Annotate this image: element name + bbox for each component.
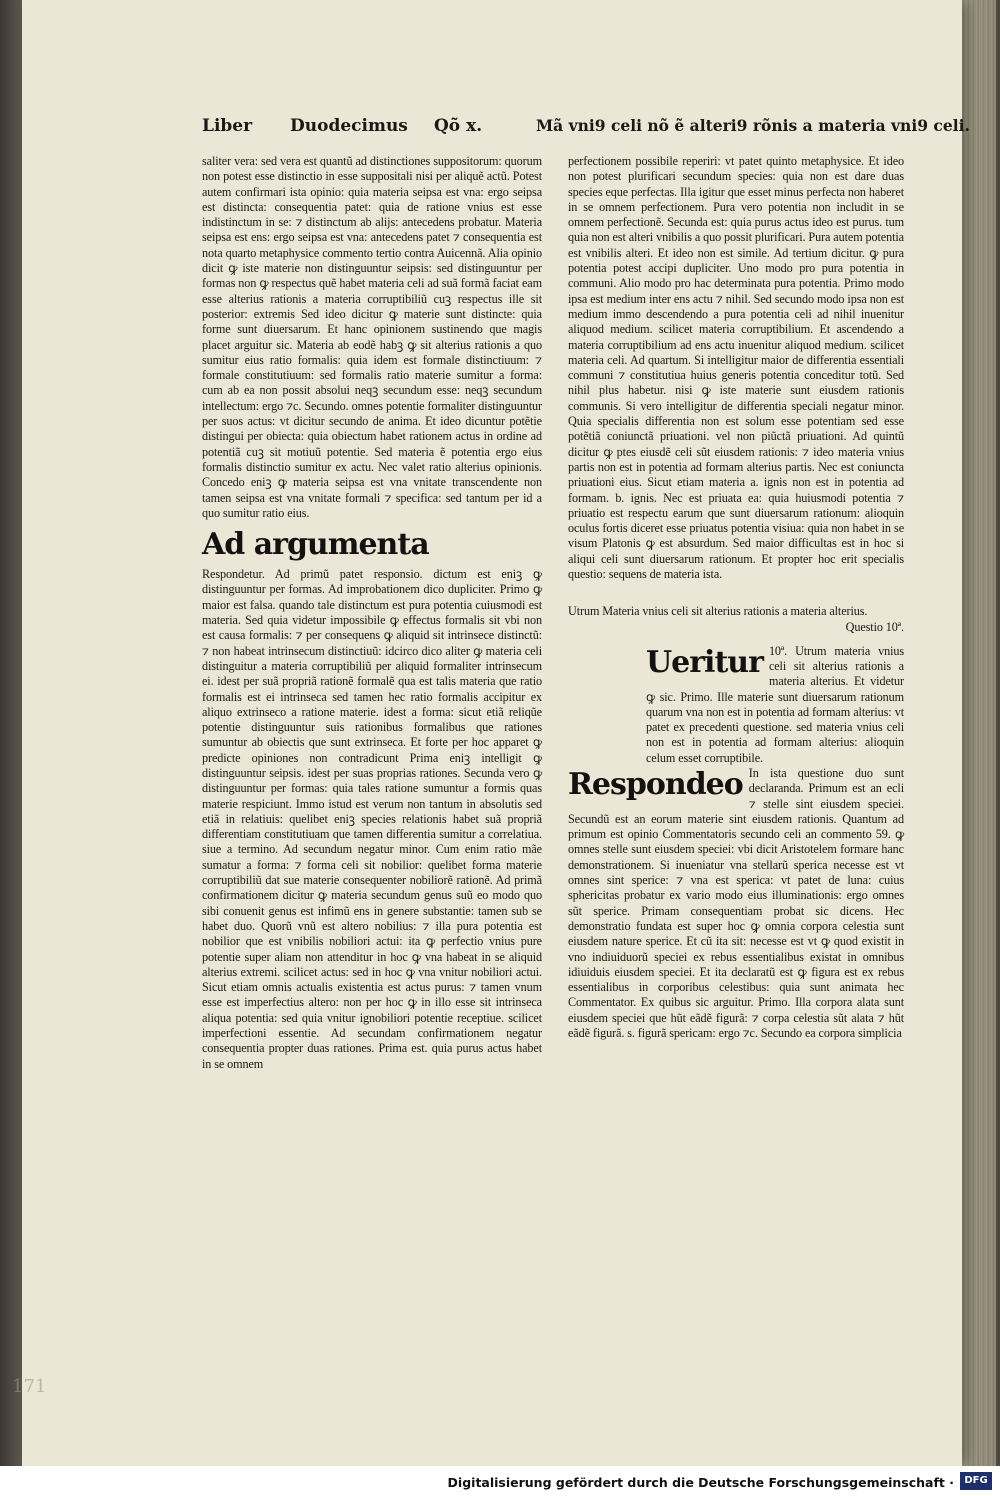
header-quaestio: Qõ x. [434,116,483,136]
right-column [568,154,904,1041]
question-heading [568,604,904,634]
page-edges [960,0,996,1466]
question-number: Questio 10ª. [845,619,904,634]
right-paragraph-1: perfectionem possibile reperiri: vt patet quinto metaphysice. Et ideo non potest plurificari secundum species: quia non est dare duas species eque perfectas. Illa igitur que esset minus perfecta non haberet in se omnem perfectionem. Pura vero potentia non includit in se omnem perfectionẽ. Secunda est: quia purus actus ideo est purus. tum quia non est alteri vnibilis a quo possit plurificari. Pura autem potentia est vnibilis alteri. Et ideo non est simile. Ad tertium dicitur. ꝙ pura potentia potest accipi dupliciter. Uno modo pro pura potentia in communi. Alio modo pro hac determinata pura potentia. Primo modo ipsa est medium inter ens actu ⁊ nihil. Sed secundo modo ipsa non est medium immo descendendo a pura potentia celi ad nihil inuenitur aliquod medium. scilicet materia corruptibilium. Et ascendendo a materia corruptibilium ad ens actu inuenitur aliquod medium. scilicet materia celi. Ad quartum. Si intelligitur maior de differentia essentiali communi ⁊ constitutiua huius generis potentia conceditur totũ. Sed nihil plus habetur. nisi ꝙ iste materie sunt eiusdem rationis communis. Si vero intelligitur de differentia speciali negatur minor. Quia specialis differentia non est solum esse potentiam sed esse potẽtiã coniunctã priuationi. vel non piũctã priuationi. Ad quintũ dicitur ꝙ ptes eiusdẽ celi sũt eiusdem rationis: ⁊ ideo materia vnius partis non est in potentia ad formam alterius partis. Nec est coniuncta priuationi eius. Sicut etiam materia a. ignis non est in potentia ad formam. b. ignis. Nec est priuata ea: quia huiusmodi potentia ⁊ priuatio est respectu earum que sunt diuersarum rationum: alioquin oculus fortis diceret esse priuatus potentia visiua: quia non habet in se visum Platonis ꝙ est absurdum. Sed maior difficultas est in hoc si aliqui celi sunt diuersarum rationum. Et propter hoc erit specialis questio: sequens de materia ista. [568,154,904,582]
right-paragraph-3: In ista questione duo sunt declaranda. Primum est an ecli ⁊ stelle sint eiusdem speciei. Secundũ est an eorum materie sint eiusdem rationis. Quantum ad primum est opinio Commentatoris secundo celi an commento 59. ꝙ omnes stelle sunt eiusdem speciei: vbi dicit Aristotelem formare hanc demonstrationem. Si inueniatur vna stellarũ sperica necesse est vt omnes sint sperice: ⁊ vna est sperica: vt patet de luna: cuius sphericitas probatur ex vario modo eius illuminationis: ergo omnes sũt sperice. Primam consequentiam probat sic dicens. Hec demonstratio fundata est super hoc ꝙ omnia corpora celestia sunt eiusdem nature sperice. Et cũ ita sit: necesse est vt ꝙ quod existit in vno indiuiduorũ speciei ex rebus essentialibus existat in omnibus idiuiduis eiusdem speciei. Et ita declaratũ est ꝙ figura est ex rebus essentialibus in corporibus celestibus: quia sunt animata hec Commentator. Ex quibus sic arguitur. Primo. Illa corpora alata sunt eiusdem speciei que hũt eãdẽ figurã: ⁊ corpa celestia sũt alata ⁊ hũt eãdẽ figurã. s. figurã spericam: ergo ⁊c. Secundo ea corpora simplicia [568,765,904,1041]
initial-ad-argumenta: Ad argumenta [202,527,429,563]
funding-text: Digitalisierung gefördert durch die Deutsche Forschungsgemeinschaft · [447,1475,954,1490]
left-paragraph-2: Respondetur. Ad primũ patet responsio. dictum est eniꝫ ꝙ distinguuntur per formas. Ad improbationem dico dupliciter. Primo ꝙ maior est falsa. quando tale distinctum est pura potentia cuiusmodi est materia. Sed quia videtur impossibile ꝙ effectus formalis sit vbi non est causa formalis: ⁊ per consequens ꝙ aliquid sit intrinsece distinctũ: ⁊ non habeat intrinsecum distinctiuũ: idcirco dico aliter ꝙ materia celi distinguitur a materia corruptibiliũ per aliquid formaliter intrinsecum ei. idest per suã propriã rationẽ formalẽ qua est talis materia que ratio formalis est ei intrinseca sed tamen hec ratio formalis accipitur ex aliquo extrinseco a ratione materie. idest a forma: sicut etiã reliqũe potentie distinguuntur suis rationibus formalibus que rationes sumuntur ab obiectis que sunt extrinseca. Et forte per hoc apparet ꝙ predicte opiniones non contradicunt Prima eniꝫ intelligit ꝙ distinguuntur seipsis. idest per suas proprias rationes. Secunda vero ꝙ distinguuntur per formas: quia tales ratione sumuntur a formis quas materie respiciunt. Immo istud est verum non tantum in absolutis sed etiã in relatiuis: quelibet eniꝫ species relationis habet suã propriã differentiam constitutiuam que tamen differentia sumitur a correlatiua. siue a termino. Ad secundum negatur minor. Cum enim ratio mãe sumatur a forma: ⁊ forma celi sit nobilior: quelibet forma materie corruptibiliũ dat sue materie consequenter nobiliorẽ rationẽ. Ad primã confirmationem dicitur ꝙ materia secundum genus suũ eo modo quo sibi conuenit genus est infimũ ens in genere substantie: tamen sub se habet duo. Quorũ vnũ est altero nobilius: ⁊ illa pura potentia est nobilior que est vnibilis nobiliori actui: ita ꝙ perfectio vnius pure potentie super aliam non attenditur in hoc ꝙ vna habeat in se aliquid alterius extremi. scilicet actus: sed in hoc ꝙ vna vnitur nobiliori actui. Sicut etiam omnis actualis existentia est actus purus: ⁊ tamen vnum esse est imperfectius altero: non per hoc ꝙ in illo esse sit intrinseca aliqua potentia: sed quia vnitur ignobiliori potentie receptiue. scilicet imperfectioni essentie. Ad secundam confirmationem negatur consequentia propter duas rationes. Prima est. quia purus actus habet in se omnem [202,567,542,1071]
book-page [22,0,970,1466]
running-title: Mã vni9 celi nõ ẽ alteri9 rõnis a materia vni9 celi. [536,116,970,135]
veritur-block [568,644,904,766]
header-liber: Liber [202,116,253,136]
right-paragraph-2: 10ª. Utrum materia vnius celi sit alterius rationis a materia alterius. Et videtur ꝙ sic. Primo. Ille materie sunt diuersarum rationum quarum vna non est in potentia ad formam alterius: vt patet ex precedenti questione. sed materia vnius celi non est in potentia ad formam alterius: alioquin celum esset corruptibile. [646,643,904,765]
left-column [202,154,542,1072]
pencil-mark: 171 [12,1376,47,1397]
left-paragraph-1: saliter vera: sed vera est quantũ ad distinctiones suppositorum: quorum non potest esse distinctio in esse suppositali nisi per aliquẽ actũ. Potest autem confirmari ista opinio: quia materia seipsa est vna: ergo seipsa est distincta: consequentia patet: quia de ratione vnius est esse indistinctum in se: ⁊ distinctum ab alijs: antecedens probatur. Materia seipsa est ens: ergo seipsa est vna: antecedens patet ⁊ consequentia est nota quarto metaphysice commento tertio contra Auicennã. Alia opinio dicit ꝙ iste materie non distinguuntur seipsis: sed distinguuntur per formas non ꝙ respectus quẽ habet materia celi ad suã formã faciat eam esse alterius rationis a materia corruptibiliũ cuꝫ respectus ille sit posterior: extremis Sed ideo dicitur ꝙ materie sunt distincte: quia forme sunt diuersarum. Et hanc opinionem sustinendo que magis placet arguitur sic. Materia ab eodẽ habꝫ ꝙ sit alterius rationis a quo sumitur eius ratio formalis: quia idem est formale distinctiuum: ⁊ formale constitutiuum: sed formalis ratio materie sumitur a forma: cum ab ea non possit absolui neqꝫ secundum esse: neqꝫ secundum intellectum: ergo ⁊c. Secundo. omnes potentie formaliter distinguuntur per suos actus: vt dicitur secundo de anima. Et ideo dicuntur potẽtie distingui per obiecta: quia obiectum habet rationem actus in ordine ad potentiã cuꝫ sit motiuũ potentie. Sed materia ẽ potentia ergo eius formalis distinctio sumitur ex actu. Nec valet ratio alterius opinionis. Concedo eniꝫ ꝙ materia seipsa est vna vnitate transcendente non tamen seipsa est vna vnitate formali ⁊ specifica: sed tantum per id a quo sumitur ratio eius. [202,154,542,520]
initial-veritur: Ueritur [646,644,763,680]
header-duodecimus: Duodecimus [290,116,408,136]
question-title: Utrum Materia vnius celi sit alterius rationis a materia alterius. [568,604,868,619]
initial-respondeo: Respondeo [568,766,743,802]
dfg-logo-icon: DFG [960,1472,992,1490]
respondeo-block [568,766,904,1041]
funding-banner [0,1466,1000,1496]
